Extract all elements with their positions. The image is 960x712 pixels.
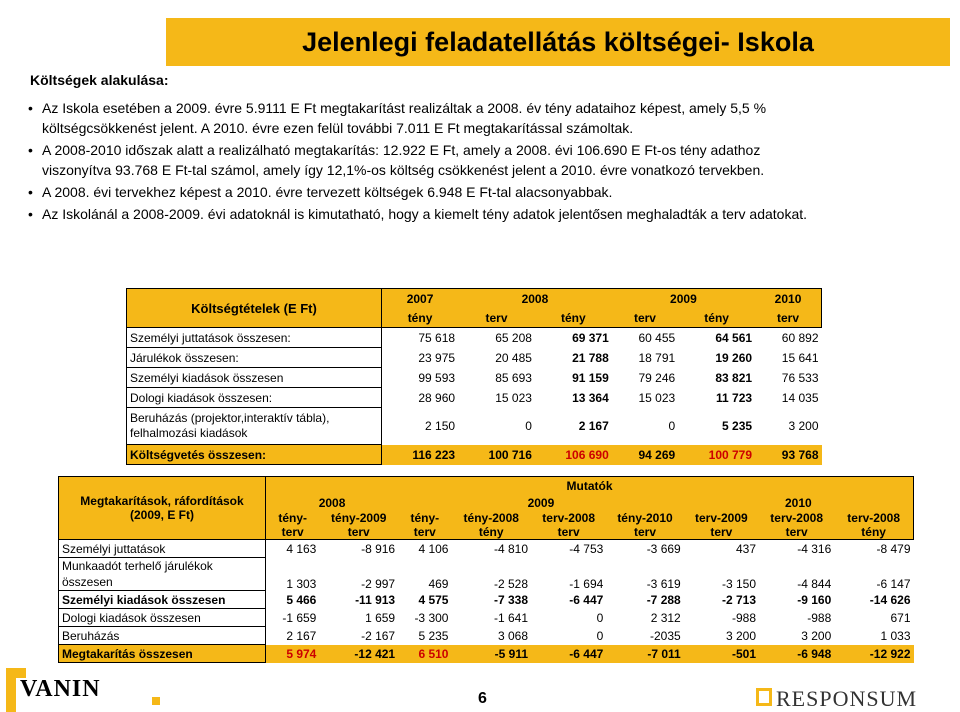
- cell: -5 911: [451, 645, 531, 663]
- cell: 15 023: [495, 390, 532, 405]
- cell: -12 922: [834, 645, 913, 663]
- year-header: 2007: [382, 289, 459, 309]
- cell: 20 485: [495, 350, 532, 365]
- cell: -988: [731, 610, 756, 625]
- cell: -2 167: [361, 628, 396, 643]
- cell: 99 593: [418, 370, 456, 385]
- cell: -14 626: [869, 592, 911, 607]
- subheader: tény: [678, 308, 755, 328]
- row-label: Személyi juttatások: [59, 540, 266, 558]
- cell: 91 159: [572, 370, 609, 385]
- cell: -2035: [650, 628, 681, 643]
- cell: 3 200: [788, 419, 819, 433]
- subheader: tény-terv: [398, 511, 451, 540]
- cell: 116 223: [382, 445, 459, 465]
- cell: 5 466: [286, 592, 317, 607]
- row-label: Személyi kiadások összesen: [59, 591, 266, 609]
- subheader: terv: [458, 308, 535, 328]
- cell: 0: [596, 628, 604, 643]
- cell: 15 641: [781, 350, 819, 365]
- cell: -4 753: [569, 541, 604, 556]
- subheader: terv-2008 terv: [531, 511, 606, 540]
- cell: 13 364: [572, 390, 609, 405]
- group-header: Mutatók: [266, 477, 914, 495]
- cell: 83 821: [715, 370, 753, 385]
- cell: -6 948: [759, 645, 834, 663]
- cell: -6 447: [531, 645, 606, 663]
- cell: -7 288: [646, 592, 681, 607]
- cell: 671: [890, 610, 911, 625]
- cell: -4 316: [797, 541, 832, 556]
- cell: 0: [525, 419, 532, 433]
- subheader: tény-terv: [266, 511, 320, 540]
- subheader: terv-2008 tény: [834, 511, 913, 540]
- cell: -11 913: [355, 592, 396, 607]
- cell: -2 997: [361, 576, 396, 591]
- bullet-list: [28, 98, 938, 226]
- subheader: terv: [755, 308, 821, 328]
- responsum-logo-mark: [756, 688, 772, 706]
- cell: 1 303: [286, 576, 317, 591]
- table-row-total: [127, 445, 822, 465]
- cell: 85 693: [495, 370, 532, 385]
- cell: -1 659: [282, 610, 317, 625]
- cell: 11 723: [716, 390, 753, 405]
- cell: -8 916: [361, 541, 396, 556]
- year-header: 2010: [684, 494, 914, 511]
- bullet-item: • Az Iskolánál a 2008-2009. évi adatoknál is kimutatható, hogy a kiemelt tény adatok jelentősen meghaladták a terv adatokat.: [28, 204, 938, 224]
- cell: 4 575: [418, 592, 449, 607]
- row-label: Beruházás: [59, 627, 266, 645]
- year-header: 2008: [458, 289, 612, 309]
- row-label: Dologi kiadások összesen:: [127, 388, 382, 408]
- table-row-total: [59, 645, 914, 663]
- cell: 69 371: [572, 330, 609, 345]
- table-row: [127, 388, 822, 408]
- cell: -7 338: [493, 592, 529, 607]
- table-row: [127, 348, 822, 368]
- cell: -1 694: [569, 576, 604, 591]
- cell: 100 716: [458, 445, 535, 465]
- cell: 5 974: [266, 645, 320, 663]
- cell: -3 150: [721, 576, 756, 591]
- cell: 76 533: [781, 370, 819, 385]
- subheader: tény-2010 terv: [606, 511, 683, 540]
- row-label: Munkaadót terhelő járulékok összesen: [59, 558, 266, 591]
- cell: 64 561: [715, 330, 753, 345]
- cell: 6 510: [398, 645, 451, 663]
- cost-items-table: [126, 288, 822, 465]
- cell: 0: [596, 610, 604, 625]
- cell: 1 033: [880, 628, 911, 643]
- page-number: 6: [478, 690, 487, 707]
- table1-header-label: Költségtételek (E Ft): [127, 289, 382, 328]
- cell: 4 106: [418, 541, 449, 556]
- row-label: Dologi kiadások összesen: [59, 609, 266, 627]
- subheader: terv: [612, 308, 678, 328]
- cell: -2 528: [493, 576, 529, 591]
- page-title: Jelenlegi feladatellátás költségei- Iskola: [302, 26, 814, 57]
- cell: 60 892: [781, 330, 819, 345]
- row-label: Megtakarítás összesen: [59, 645, 266, 663]
- cell: 14 035: [781, 390, 819, 405]
- vanin-logo-mark: [6, 668, 16, 712]
- subheader: tény: [535, 308, 612, 328]
- cell: 2 312: [650, 610, 681, 625]
- cell: 93 768: [755, 445, 821, 465]
- cell: -6 147: [876, 576, 911, 591]
- year-header: 2009: [612, 289, 755, 309]
- cell: 15 023: [638, 390, 676, 405]
- vanin-logo: VANIN: [20, 676, 101, 702]
- section-subtitle: Költségek alakulása:: [30, 72, 169, 88]
- cell: -4 844: [797, 576, 832, 591]
- cell: 60 455: [638, 330, 676, 345]
- subheader: terv-2009 terv: [684, 511, 759, 540]
- cell: 65 208: [495, 330, 532, 345]
- cell: 23 975: [418, 350, 456, 365]
- page-title-bar: [166, 18, 950, 66]
- cell: 19 260: [715, 350, 753, 365]
- cell: 2 150: [425, 419, 456, 433]
- row-label: Költségvetés összesen:: [127, 445, 382, 465]
- row-label: Személyi kiadások összesen: [127, 368, 382, 388]
- table-row: [59, 627, 914, 645]
- year-header: 2008: [266, 494, 399, 511]
- subheader: tény-2008 tény: [451, 511, 531, 540]
- subheader: terv-2008 terv: [759, 511, 834, 540]
- year-header: 2009: [398, 494, 684, 511]
- cell: -3 619: [646, 576, 681, 591]
- cell: -7 011: [606, 645, 683, 663]
- cell: -3 669: [646, 541, 681, 556]
- subheader: tény: [382, 308, 459, 328]
- cell: 469: [428, 576, 449, 591]
- row-label: Járulékok összesen:: [127, 348, 382, 368]
- cell: 1 659: [365, 610, 396, 625]
- cell: -6 447: [569, 592, 604, 607]
- vanin-logo-dot: [152, 697, 160, 705]
- bullet-item: • A 2008. évi tervekhez képest a 2010. évre tervezett költségek 6.948 E Ft-tal alacsonyabbak.: [28, 182, 938, 202]
- row-label: Személyi juttatások összesen:: [127, 328, 382, 348]
- cell: 3 068: [497, 628, 529, 643]
- subheader: tény-2009 terv: [319, 511, 398, 540]
- row-label: Beruházás (projektor,interaktív tábla), felhalmozási kiadások: [127, 408, 382, 445]
- cell: 2 167: [578, 419, 609, 433]
- cell: -988: [807, 610, 832, 625]
- cell: -4 810: [493, 541, 529, 556]
- table-row: [127, 328, 822, 348]
- cell: 18 791: [638, 350, 676, 365]
- cell: 3 200: [725, 628, 756, 643]
- table-row: [59, 609, 914, 627]
- cell: 94 269: [612, 445, 678, 465]
- responsum-logo: RESPONSUM: [776, 686, 918, 711]
- bullet-item: • A 2008-2010 időszak alatt a realizálható megtakarítás: 12.922 E Ft, amely a 2008. évi 106.690 E Ft-os tény adathoz viszonyítva 93.768 E Ft-tal számol, amely így 12,1%-os költség csökkenést jelent a 2010. évre vonatkozó tervekben.: [28, 140, 938, 180]
- cell: 0: [668, 419, 676, 433]
- table-row: [127, 408, 822, 445]
- cell: 100 779: [678, 445, 755, 465]
- cell: -8 479: [876, 541, 911, 556]
- cell: 3 200: [801, 628, 832, 643]
- cell: 2 167: [286, 628, 317, 643]
- cell: -501: [684, 645, 759, 663]
- cell: 21 788: [572, 350, 609, 365]
- cell: 75 618: [418, 330, 456, 345]
- table2-header-label: Megtakarítások, ráfordítások (2009, E Ft): [59, 477, 266, 540]
- bullet-item: • Az Iskola esetében a 2009. évre 5.9111 E Ft megtakarítást realizáltak a 2008. év tény adataihoz képest, amely 5,5 % költségcsökkenést jelent. A 2010. évre ezen felül további 7.011 E Ft megtakarítással számoltak.: [28, 98, 938, 138]
- cell: 106 690: [535, 445, 612, 465]
- cell: 28 960: [418, 390, 456, 405]
- year-header: 2010: [755, 289, 821, 309]
- savings-table: [58, 476, 914, 663]
- cell: -2 713: [721, 592, 756, 607]
- table-row: [59, 558, 914, 591]
- cell: 5 235: [418, 628, 449, 643]
- table-row: [59, 540, 914, 558]
- cell: 4 163: [286, 541, 317, 556]
- cell: -9 160: [797, 592, 832, 607]
- table-row: [59, 591, 914, 609]
- cell: -12 421: [319, 645, 398, 663]
- cell: 5 235: [722, 419, 753, 433]
- cell: -1 641: [493, 610, 529, 625]
- cell: 437: [735, 541, 756, 556]
- cell: -3 300: [414, 610, 449, 625]
- table-row: [127, 368, 822, 388]
- cell: 79 246: [638, 370, 676, 385]
